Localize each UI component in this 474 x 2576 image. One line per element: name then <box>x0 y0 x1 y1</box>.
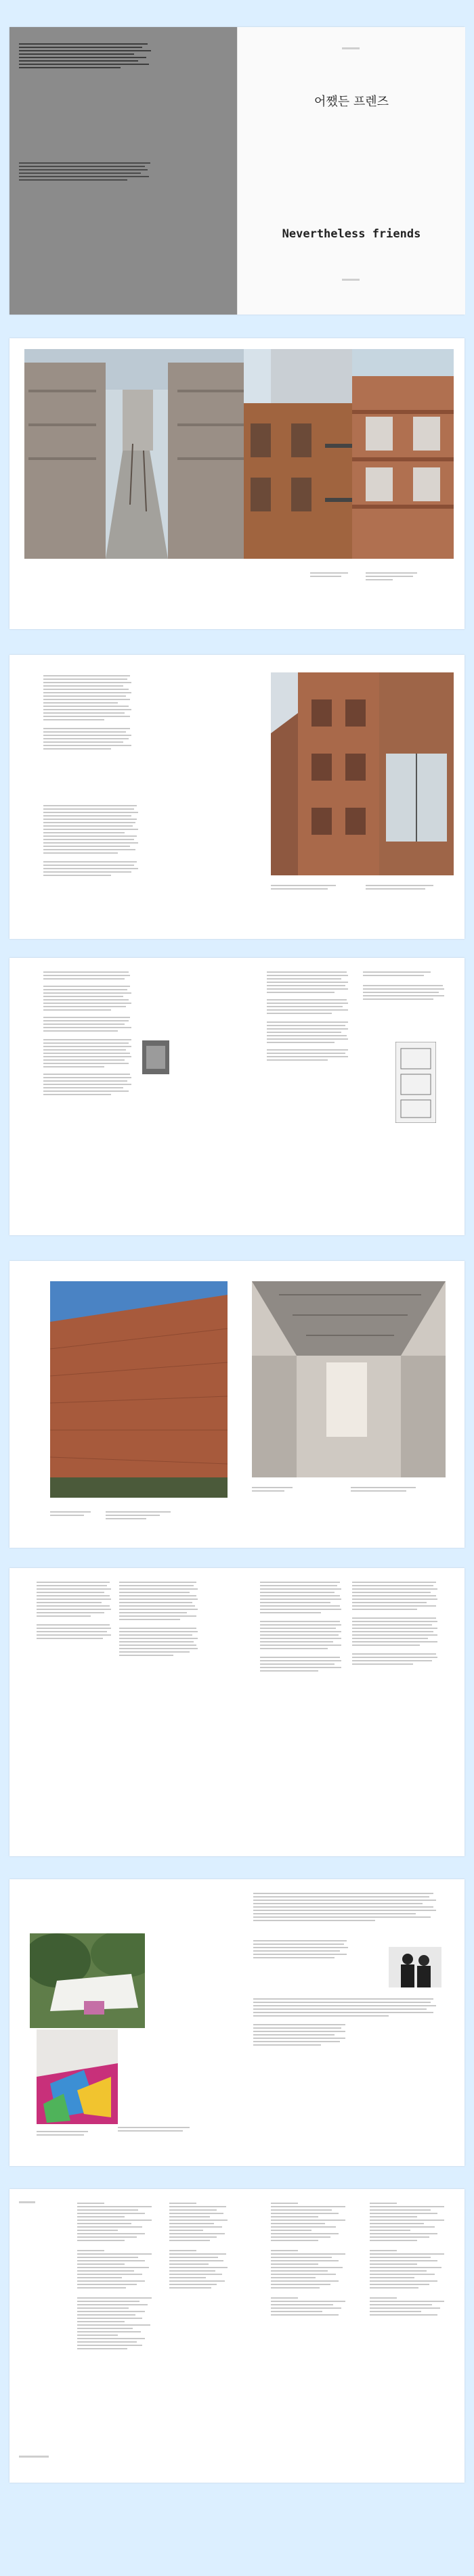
spread-essay-1 <box>9 655 465 939</box>
caption-brick-2 <box>106 1511 173 1521</box>
caption-interior-color <box>118 2127 192 2134</box>
spread-courtyard <box>9 338 465 629</box>
architects-portrait <box>389 1947 441 1987</box>
interview-col-1 <box>37 1582 111 1641</box>
brick-wall-photo <box>50 1281 228 1498</box>
spread-photos-2 <box>9 1261 465 1548</box>
caption-interior-2 <box>351 1487 418 1494</box>
caption-brick-1 <box>50 1511 98 1518</box>
interior-photo <box>252 1281 446 1477</box>
interview-col-2 <box>119 1582 198 1658</box>
stair-photo <box>271 672 379 875</box>
spread-architects <box>9 1879 465 2166</box>
essay-english-col <box>43 805 138 878</box>
data-col-4 <box>370 2203 451 2318</box>
spread-cover <box>9 27 465 315</box>
cover-intro-korean <box>19 43 154 70</box>
kicker <box>342 47 360 49</box>
interview-col-3 <box>260 1582 341 1674</box>
spread-project-data <box>9 2189 465 2483</box>
caption-stair <box>271 885 339 892</box>
cover-intro-english <box>19 162 154 183</box>
data-heading <box>19 2201 35 2203</box>
plan-drawing <box>395 1042 436 1123</box>
spread-interview <box>9 1568 465 1856</box>
essay-2-right-col <box>363 971 444 1002</box>
cover-gray-panel <box>9 27 237 315</box>
interview-col-4 <box>352 1582 437 1667</box>
korean-title: 어쨌든 프렌즈 <box>314 95 389 109</box>
caption-window <box>366 885 440 892</box>
architects-english <box>253 1998 436 2048</box>
data-col-1 <box>77 2203 158 2351</box>
essay-2-mid-col <box>267 971 348 1063</box>
english-title: Nevertheless friends <box>282 227 421 241</box>
facade-photo <box>244 349 352 559</box>
data-col-2 <box>169 2203 230 2291</box>
essay-2-left-col <box>43 971 131 1097</box>
data-col-3 <box>271 2203 352 2318</box>
caption-left <box>310 572 351 579</box>
inline-photo <box>142 1040 169 1074</box>
architects-korean <box>253 1893 436 1923</box>
data-footer-note <box>19 2456 49 2458</box>
cover-title-page <box>237 27 465 315</box>
caption-right <box>366 572 420 582</box>
window-photo <box>379 672 454 875</box>
garden-photo <box>30 1933 145 2028</box>
spread-essay-2 <box>9 958 465 1235</box>
essay-korean-col <box>43 675 131 752</box>
balcony-photo <box>352 349 454 559</box>
byline <box>342 279 360 281</box>
caption-garden <box>37 2131 91 2138</box>
courtyard-photo <box>24 349 249 559</box>
caption-interior-1 <box>252 1487 299 1494</box>
colorful-interior-photo <box>37 2029 118 2124</box>
architects-bio-ko <box>253 1940 348 1960</box>
